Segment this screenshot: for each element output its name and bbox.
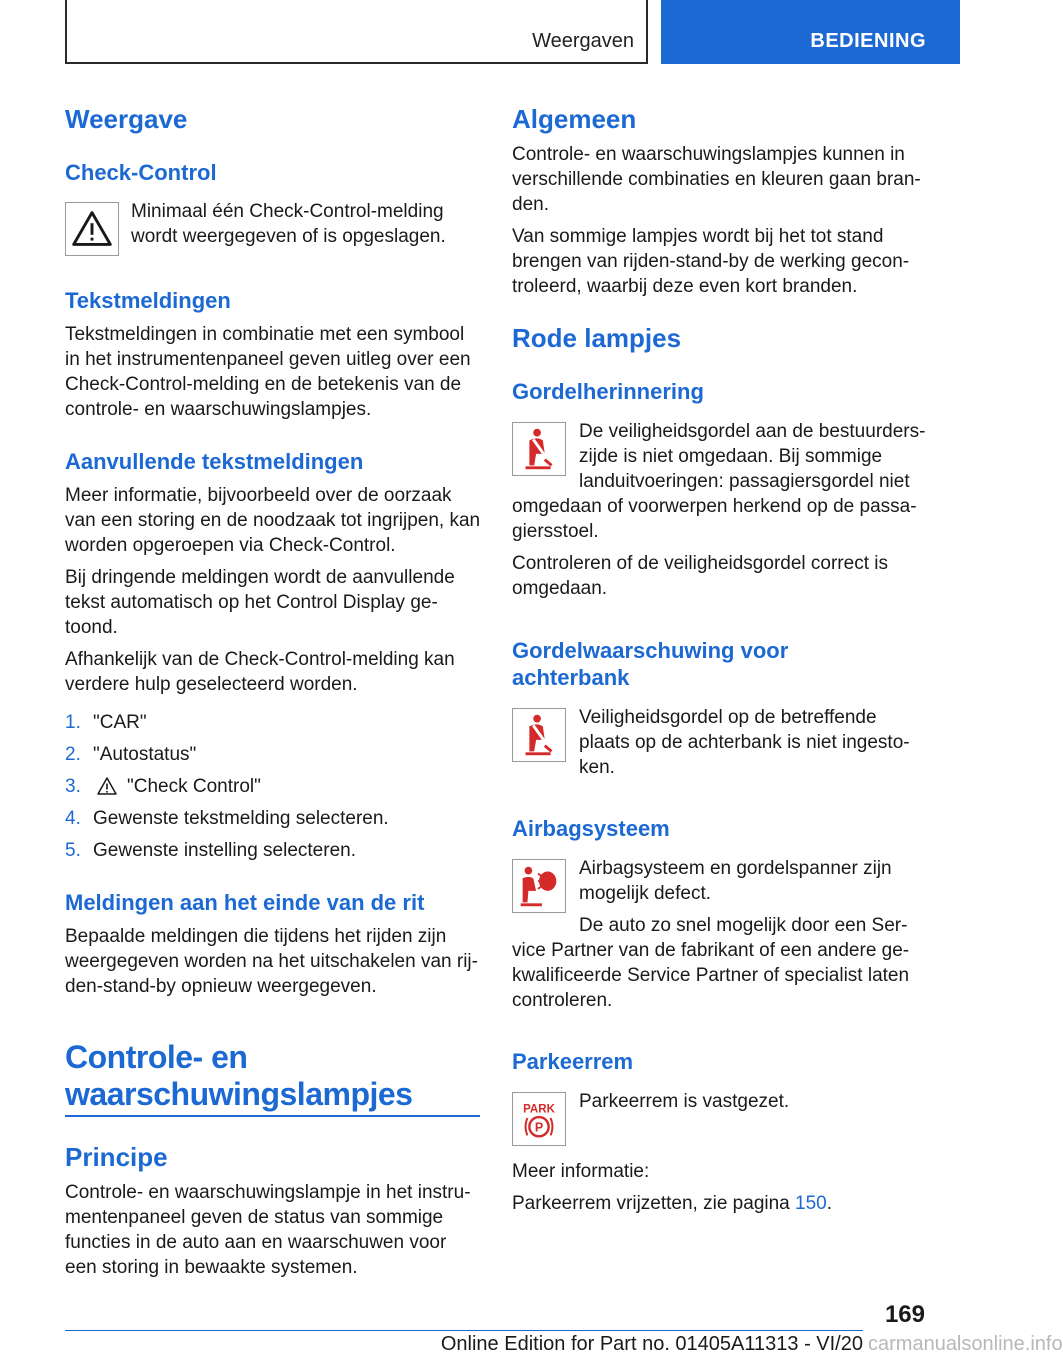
airbag-p2-line-2: vice Partner van de fabrikant of een andere ge- [512,940,910,961]
gordelherinnering-line-3: landuitvoeringen: passagiersgordel niet [579,471,910,492]
algemeen-p1-line-3: den. [512,194,549,215]
einde-rit-line-1: Bepaalde meldingen die tijdens het rijden zijn [65,926,447,947]
svg-text:P: P [534,1120,544,1135]
airbag-p2-line-1: De auto zo snel mogelijk door een Ser- [579,915,908,936]
footer-divider [65,1330,863,1331]
airbag-p2-line-3: kwalificeerde Service Partner of specialist laten [512,965,910,986]
airbag-line-2: mogelijk defect. [579,883,712,904]
gordelwaarschuwing-line-1: Veiligheidsgordel op de betreffende [579,707,877,728]
algemeen-p1-line-2: verschillende combinaties en kleuren gaan bran- [512,169,921,190]
aanvullend-p2-line-2: tekst automatisch op het Control Display ge- [65,592,438,613]
airbag-line-1: Airbagsysteem en gordelspanner zijn [579,858,892,879]
heading-principe: Principe [65,1142,168,1172]
einde-rit-line-3: den-stand-by opnieuw weergegeven. [65,976,377,997]
principe-line-4: een storing in bewaakte systemen. [65,1257,358,1278]
heading-airbagsysteem: Airbagsysteem [512,816,670,841]
heading-gordelwaarschuwing-line-1: Gordelwaarschuwing voor [512,638,789,663]
heading-parkeerrem: Parkeerrem [512,1049,634,1074]
step-text-2: "Autostatus" [93,744,197,765]
tekstmeldingen-line-4: controle- en waarschuwingslampjes. [65,399,372,420]
gordelherinnering-line-4: omgedaan of voorwerpen herkend op de passa- [512,496,917,517]
gordelwaarschuwing-line-3: ken. [579,757,615,778]
gordelherinnering-line-1: De veiligheidsgordel aan de bestuurders- [579,421,926,442]
aanvullend-p3-line-1: Afhankelijk van de Check-Control-melding kan [65,649,455,670]
aanvullend-p2-line-3: toond. [65,617,118,638]
algemeen-p2-line-3: troleerd, waarbij deze even kort branden. [512,276,858,297]
meer-informatie: Meer informatie: [512,1161,650,1182]
check-control-line-1: Minimaal één Check-Control-melding [131,201,444,222]
parking-brake-icon-text: PARK [523,1103,555,1116]
check-control-line-2: wordt weergegeven of is opgeslagen. [131,226,446,247]
header-chapter-title: BEDIENING [810,30,926,52]
principe-line-2: mentenpaneel geven de status van sommige [65,1207,444,1228]
gordelherinnering-line-2: zijde is niet omgedaan. Bij sommige [579,446,883,467]
heading-check-control: Check-Control [65,160,217,185]
heading-controle-line-1: Controle- en [65,1039,248,1075]
step-number-3: 3. [65,776,81,797]
step-number-1: 1. [65,712,81,733]
footer-edition: Online Edition for Part no. 01405A11313 - VI/20 [440,1333,863,1355]
parkeerrem-reference [512,1191,832,1216]
rear-seatbelt-warning-icon [512,708,566,762]
aanvullend-p3-line-2: verdere hulp geselecteerd worden. [65,674,358,695]
algemeen-p2-line-1: Van sommige lampjes wordt bij het tot stand [512,226,884,247]
heading-gordelwaarschuwing-line-2: achterbank [512,665,630,690]
warning-triangle-icon [65,202,119,256]
step-number-5: 5. [65,840,81,861]
algemeen-p1-line-1: Controle- en waarschuwingslampjes kunnen in [512,144,905,165]
seatbelt-warning-icon [512,422,566,476]
aanvullend-p2-line-1: Bij dringende meldingen wordt de aanvullende [65,567,455,588]
page-number: 169 [884,1301,925,1328]
step-number-2: 2. [65,744,81,765]
header-section-box [65,0,648,64]
heading-rode-lampjes: Rode lampjes [512,323,682,353]
tekstmeldingen-line-2: in het instrumentenpaneel geven uitleg over een [65,349,471,370]
principe-line-3: functies in de auto aan en waarschuwen voor [65,1232,447,1253]
parking-brake-icon [512,1092,566,1146]
aanvullend-p1-line-2: van een storing en de noodzaak tot ingrijpen, kan [65,510,481,531]
parkeerrem-reference-end: . [826,1193,832,1214]
heading-algemeen: Algemeen [512,104,637,134]
header-chapter-box [661,0,960,64]
step-text-4: Gewenste tekstmelding selecteren. [93,808,389,829]
step-text-5: Gewenste instelling selecteren. [93,840,356,861]
tekstmeldingen-line-1: Tekstmeldingen in combinatie met een symbool [65,324,465,345]
page-link-150[interactable]: 150 [795,1193,827,1214]
gordelherinnering-line-5: giersstoel. [512,521,599,542]
einde-rit-line-2: weergegeven worden na het uitschakelen van rij- [65,951,478,972]
gordelherinnering-p2-line-2: omgedaan. [512,578,608,599]
heading-aanvullende-tekstmeldingen: Aanvullende tekstmeldingen [65,449,364,474]
watermark: carmanualsonline.info [868,1333,1063,1355]
aanvullend-p1-line-3: worden opgeroepen via Check-Control. [65,535,396,556]
heading-controle-line-2: waarschuwingslampjes [65,1076,413,1112]
heading-gordelherinnering: Gordelherinnering [512,379,704,404]
section-divider [65,1115,480,1117]
heading-weergave: Weergave [65,104,188,134]
heading-tekstmeldingen: Tekstmeldingen [65,288,231,313]
header-section-title: Weergaven [532,30,634,52]
parkeerrem-line: Parkeerrem is vastgezet. [579,1091,790,1112]
step-text-1: "CAR" [93,712,147,733]
parkeerrem-reference-text: Parkeerrem vrijzetten, zie pagina [512,1193,796,1214]
step-number-4: 4. [65,808,81,829]
tekstmeldingen-line-3: Check-Control-melding en de betekenis van de [65,374,462,395]
gordelwaarschuwing-line-2: plaats op de achterbank is niet ingesto- [579,732,910,753]
step-text-3: "Check Control" [127,776,261,797]
heading-meldingen-einde-rit: Meldingen aan het einde van de rit [65,890,425,915]
gordelherinnering-p2-line-1: Controleren of de veiligheidsgordel correct is [512,553,888,574]
airbag-p2-line-4: controleren. [512,990,613,1011]
airbag-warning-icon [512,859,566,913]
principe-line-1: Controle- en waarschuwingslampje in het instru- [65,1182,471,1203]
algemeen-p2-line-2: brengen van rijden-stand-by de werking gecon- [512,251,910,272]
aanvullend-p1-line-1: Meer informatie, bijvoorbeeld over de oorzaak [65,485,452,506]
warning-triangle-small-icon [96,776,118,796]
